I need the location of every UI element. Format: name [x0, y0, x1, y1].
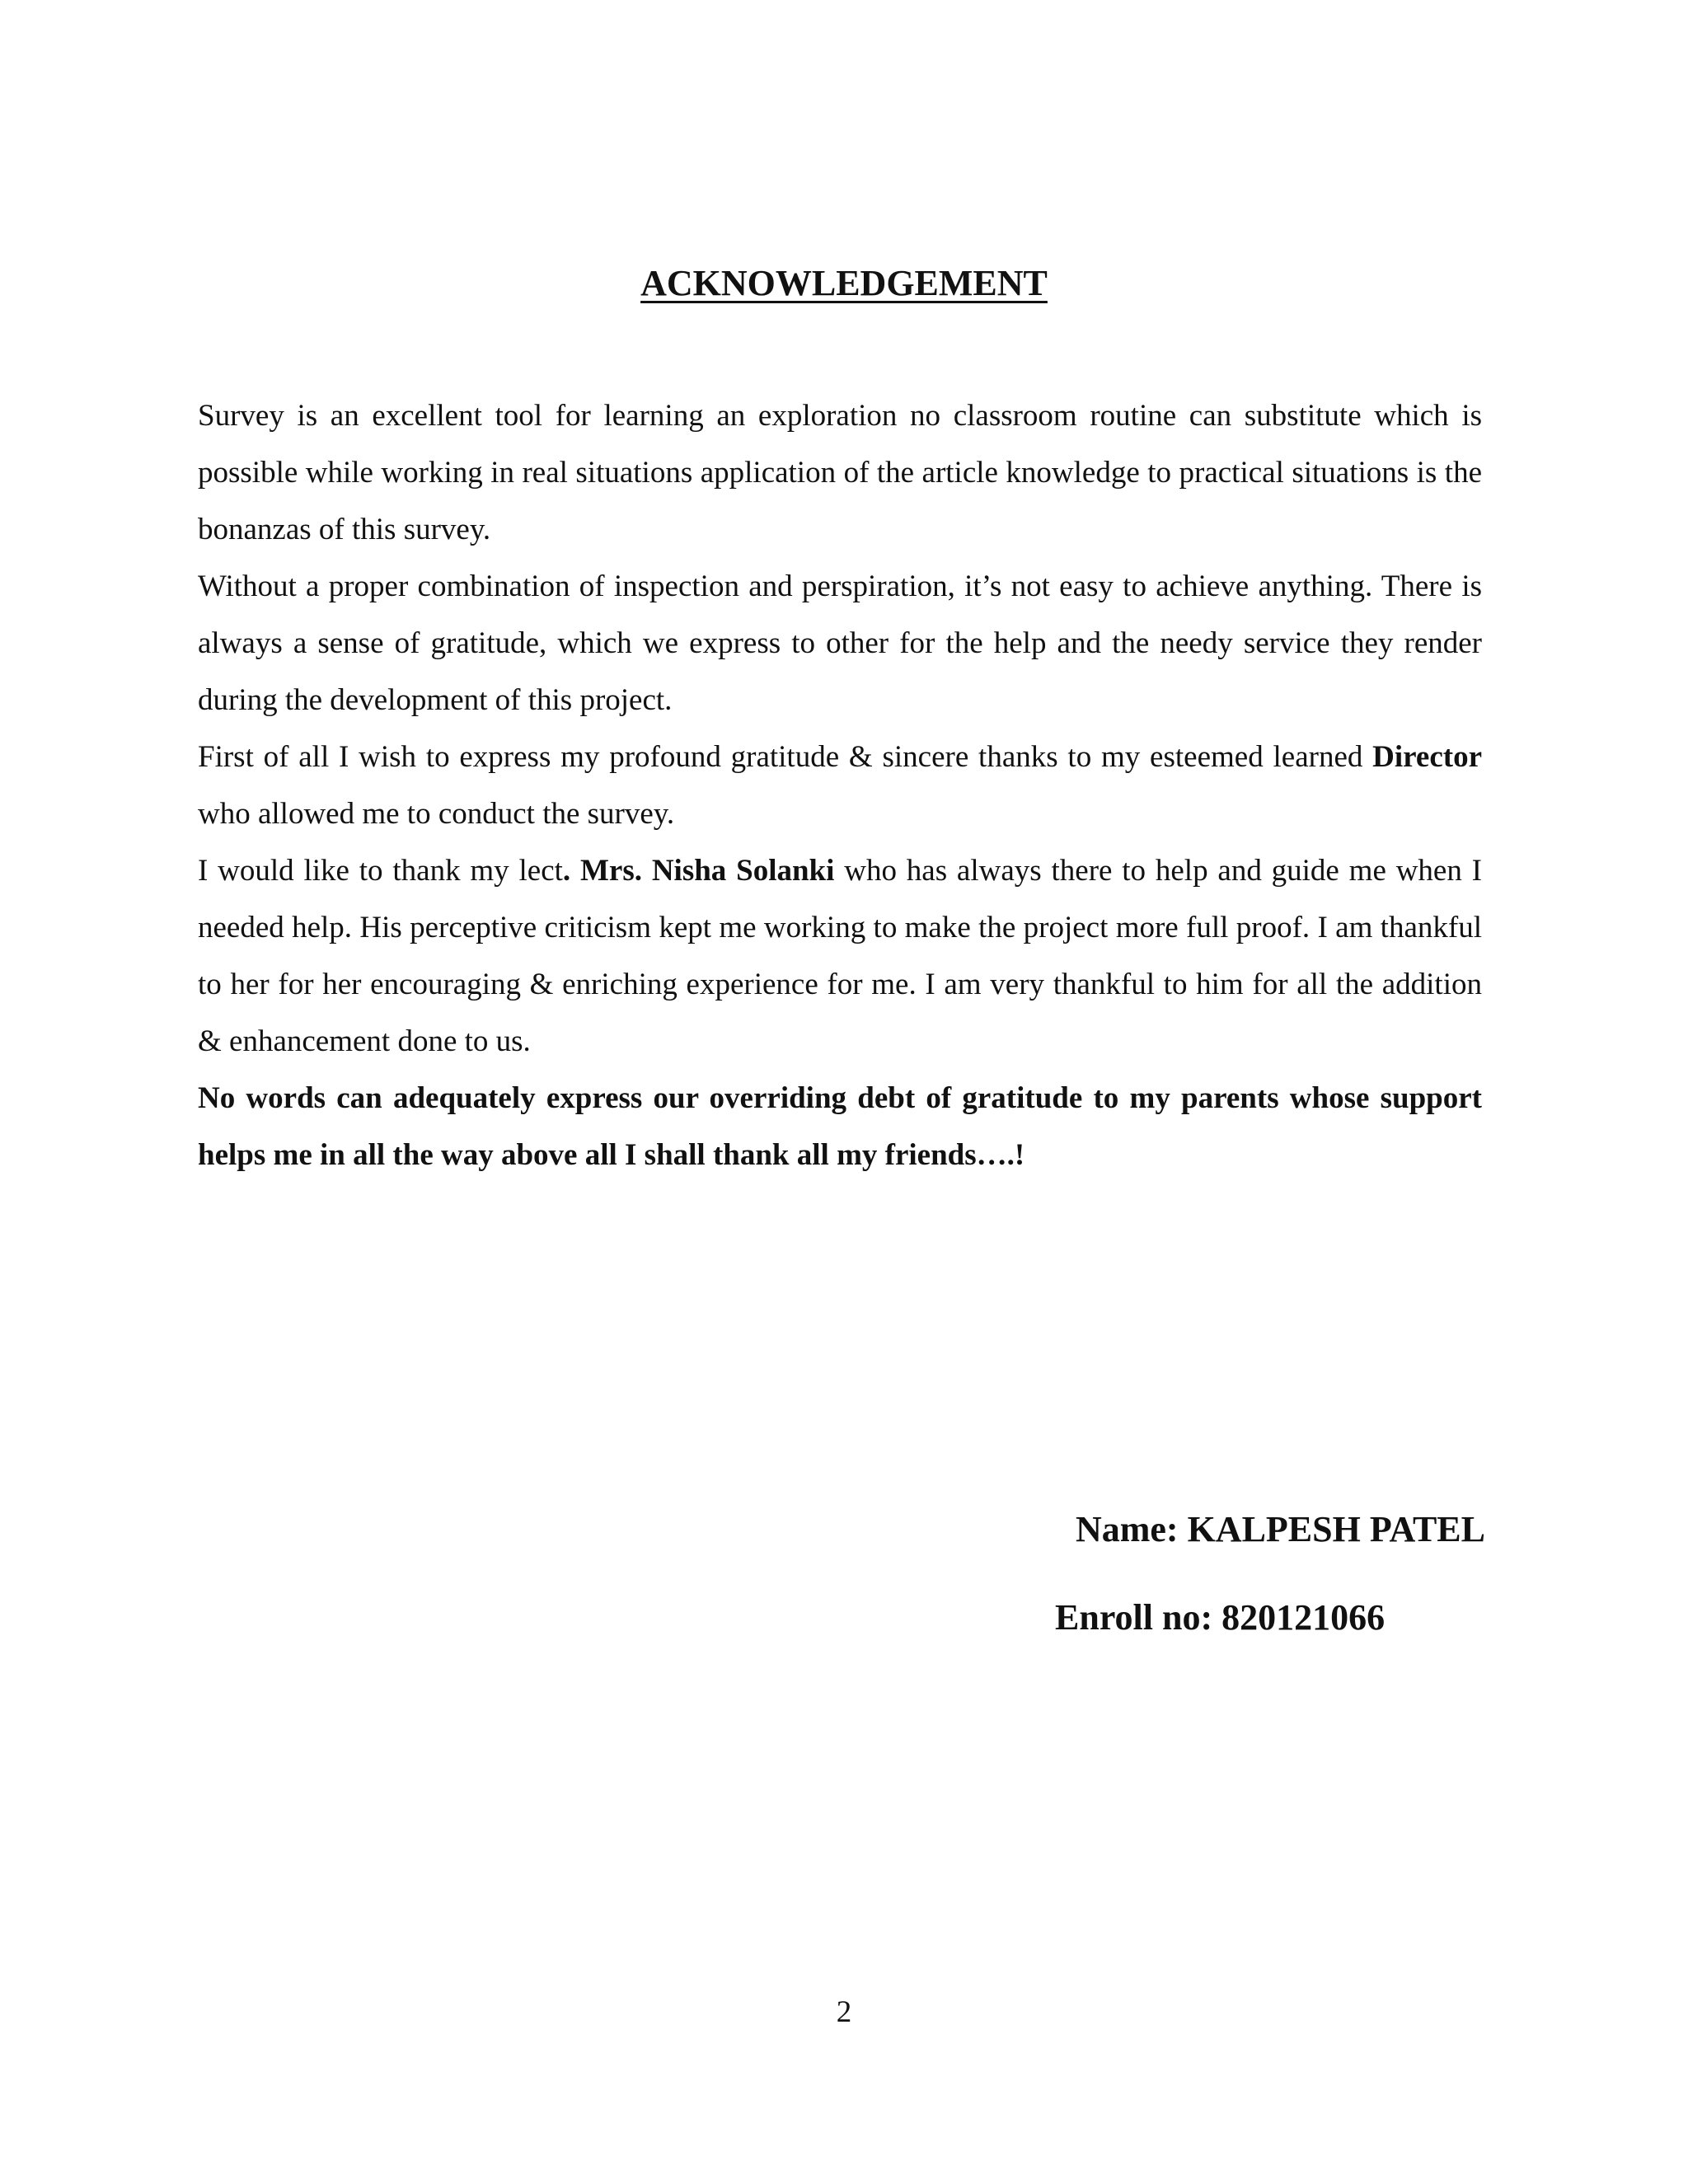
- paragraph-director: [198, 729, 1482, 842]
- paragraph-director-text-end: who allowed me to conduct the survey.: [198, 797, 675, 831]
- acknowledgement-body: [198, 387, 1482, 1183]
- signature-enroll-number: Enroll no: 820121066: [1055, 1597, 1386, 1638]
- paragraph-lecturer-text-end: who has always there to help and guide me when I needed help. His perceptive criticism kept me working to make the project more full proof. I am thankful to her for her encouraging & enriching experience for me. I am very thankful to him for all the addition & enhancement done to us.: [198, 854, 1482, 1058]
- paragraph-gratitude: Without a proper combination of inspection and perspiration, it’s not easy to achieve anything. There is always a sense of gratitude, which we express to other for the help and the needy service they render during the development of this project.: [198, 569, 1482, 717]
- paragraph-survey: Survey is an excellent tool for learning an exploration no classroom routine can substitute which is possible while working in real situations application of the article knowledge to practical situations is the bonanzas of this survey.: [198, 399, 1482, 546]
- page-title: ACKNOWLEDGEMENT: [640, 263, 1048, 303]
- page-number: 2: [836, 1995, 852, 2029]
- director-emphasis: Director: [1372, 740, 1482, 774]
- paragraph-closing: No words can adequately express our overriding debt of gratitude to my parents whose support helps me in all the way above all I shall thank all my friends….!: [198, 1081, 1482, 1172]
- signature-name: Name: KALPESH PATEL: [1075, 1509, 1485, 1549]
- paragraph-lecturer: [198, 842, 1482, 1070]
- lecturer-name: . Mrs. Nisha Solanki: [562, 854, 835, 888]
- paragraph-director-text: First of all I wish to express my profound gratitude & sincere thanks to my esteemed learned: [198, 740, 1373, 774]
- paragraph-lecturer-text: I would like to thank my lect: [198, 854, 563, 888]
